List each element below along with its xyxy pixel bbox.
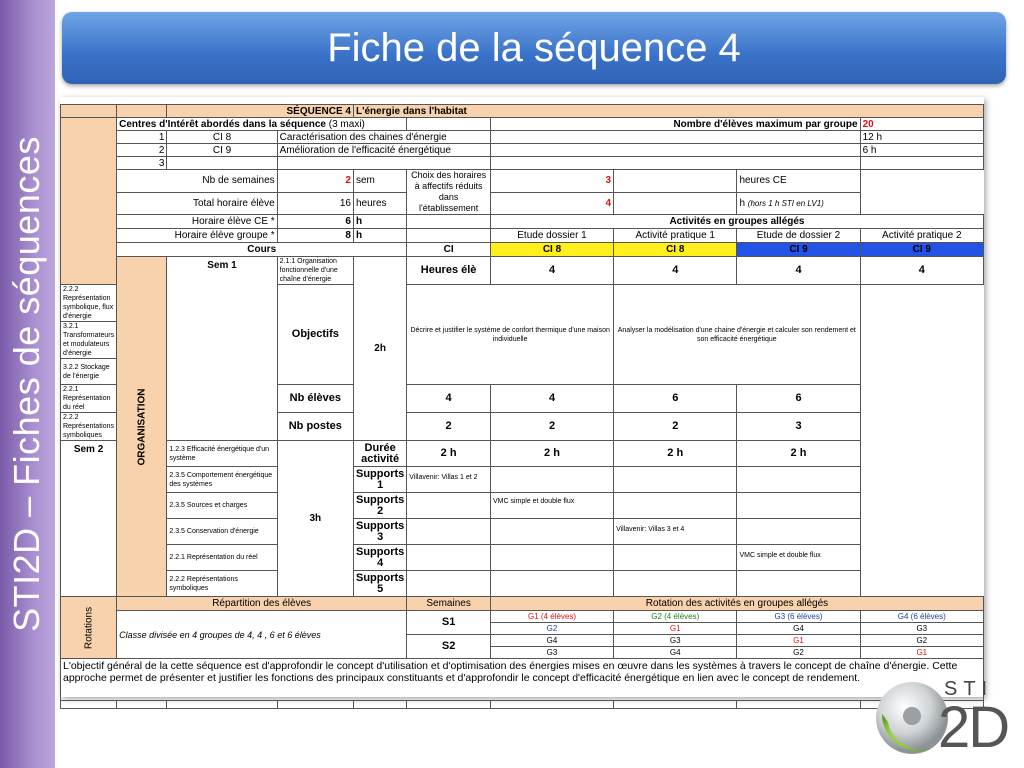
duree-label: Durée activité [353, 441, 406, 467]
nb-semaines-value: 2 [277, 170, 353, 193]
seq-label: SÉQUENCE 4 [167, 105, 354, 118]
support-cell [614, 571, 737, 597]
support-cell [737, 519, 860, 545]
horaire-groupe-label: Horaire élève groupe * [117, 229, 278, 243]
logo-sti-text: STI [944, 678, 994, 700]
activity-name: Activité pratique 2 [860, 229, 983, 243]
support-cell [614, 545, 737, 571]
sequence-sheet [60, 97, 984, 697]
nb-postes-value: 2 [490, 413, 613, 441]
support-cell [407, 571, 491, 597]
rotation-cell: G1 [737, 635, 860, 647]
support-cell [490, 545, 613, 571]
heures-ele-value: 4 [860, 257, 983, 285]
ci-code: CI 8 [167, 131, 277, 144]
support-cell [737, 493, 860, 519]
competence-item: 2.2.2 Représentations symboliques [167, 571, 277, 597]
cours-header: Cours [117, 243, 407, 257]
choix-ce-value: 3 [490, 170, 613, 193]
support-cell [737, 467, 860, 493]
semaines-header: Semaines [407, 597, 491, 611]
support-cell: Villavenir: Villas 1 et 2 [407, 467, 491, 493]
supports-label: Supports 2 [353, 493, 406, 519]
choix-horaires-label: Choix des horaires à affectifs réduits dans l'établissement [407, 170, 491, 215]
seq-title: L'énergie dans l'habitat [353, 105, 983, 118]
heures-ele-value: 4 [737, 257, 860, 285]
organisation-label: ORGANISATION [117, 257, 167, 597]
objectif-ci9: Analyser la modélisation d'une chaine d'énergie et calculer son rendement et son efficacité énergétique [614, 285, 861, 385]
ci-hours: 6 h [860, 144, 983, 157]
rotation-cell: G2 [490, 623, 613, 635]
objectifs-label: Objectifs [277, 285, 353, 385]
horaire-ce-unit: h [353, 215, 406, 229]
sidebar-title: STI2D – Fiches de séquences [6, 136, 47, 632]
competence-item: 1.2.3 Efficacité énergétique d'un système [167, 441, 277, 467]
rotation-cell: G3 [614, 635, 737, 647]
repartition-header: Répartition des élèves [117, 597, 407, 611]
support-cell [407, 493, 491, 519]
corner-cell [61, 105, 117, 118]
supports-label: Supports 3 [353, 519, 406, 545]
support-cell [490, 571, 613, 597]
nb-eleves-value: 4 [407, 385, 491, 413]
nb-postes-value: 2 [407, 413, 491, 441]
support-cell [490, 519, 613, 545]
choix-groupe-value: 4 [490, 192, 613, 215]
competence-item: 2.3.5 Conservation d'énergie [167, 519, 277, 545]
activity-ci: CI 9 [737, 243, 860, 257]
activity-ci: CI 8 [490, 243, 613, 257]
duree-value: 2 h [407, 441, 491, 467]
nb-eleves-value: 4 [490, 385, 613, 413]
sem1-label: Sem 1 [167, 257, 277, 441]
horaire-ce-value: 6 [277, 215, 353, 229]
ci-code: CI 9 [167, 144, 277, 157]
heures-ele-label: Heures élè [407, 257, 491, 285]
activity-ci: CI 9 [860, 243, 983, 257]
support-cell: Villavenir: Villas 3 et 4 [614, 519, 737, 545]
rotation-cell: G4 [737, 623, 860, 635]
rotation-cell: G2 (4 élèves) [614, 611, 737, 623]
ci-desc [277, 157, 490, 170]
competence-item: 3.2.1 Transformateurs et modulateurs d'énergie [61, 322, 117, 359]
ci-num: 2 [117, 144, 167, 157]
sem1-hours: 2h [353, 257, 406, 441]
total-horaire-label: Total horaire élève [117, 192, 278, 215]
nb-eleves-value: 6 [737, 385, 860, 413]
rotation-cell: G3 [490, 647, 613, 659]
logo-center [903, 707, 921, 725]
total-horaire-unit: heures [353, 192, 406, 215]
heures-ele-value: 4 [614, 257, 737, 285]
total-horaire-value: 16 [277, 192, 353, 215]
rotation-cell: G4 (6 élèves) [860, 611, 983, 623]
sidebar [0, 0, 55, 768]
s1-label: S1 [407, 611, 491, 635]
support-cell: VMC simple et double flux [490, 493, 613, 519]
ci-code [167, 157, 277, 170]
competence-item: 2.2.1 Représentation du réel [61, 385, 117, 413]
sequence-table [60, 104, 984, 709]
competence-item: 2.3.5 Sources et charges [167, 493, 277, 519]
activity-name: Activité pratique 1 [614, 229, 737, 243]
duree-value: 2 h [737, 441, 860, 467]
rotation-cell: G4 [490, 635, 613, 647]
nb-eleves-label: Nb élèves [277, 385, 353, 413]
ci-num: 3 [117, 157, 167, 170]
nb-semaines-unit: sem [353, 170, 406, 193]
rotation-cell: G1 (4 élèves) [490, 611, 613, 623]
ci-header: Centres d'Intérêt abordés dans la séquence (3 maxi) [117, 118, 407, 131]
activites-header: Activités en groupes allégés [490, 215, 983, 229]
duree-value: 2 h [490, 441, 613, 467]
rotation-cell: G3 (6 élèves) [737, 611, 860, 623]
sem2-hours: 3h [277, 441, 353, 597]
nb-postes-value: 2 [614, 413, 737, 441]
competence-item: 2.2.1 Représentation du réel [167, 545, 277, 571]
ci-desc: Caractérisation des chaines d'énergie [277, 131, 490, 144]
nb-eleves-max-label: Nombre d'élèves maximum par groupe [490, 118, 860, 131]
activity-ci: CI 8 [614, 243, 737, 257]
horaire-groupe-unit: h [353, 229, 406, 243]
ci-num: 1 [117, 131, 167, 144]
rotation-header: Rotation des activités en groupes allégés [490, 597, 983, 611]
rotation-cell: G2 [737, 647, 860, 659]
support-cell: VMC simple et double flux [737, 545, 860, 571]
competence-item: 3.2.2 Stockage de l'énergie [61, 359, 117, 385]
rotation-cell: G1 [614, 623, 737, 635]
repartition-text: Classe divisée en 4 groupes de 4, 4 , 6 et 6 élèves [117, 611, 407, 659]
title-bar [62, 12, 1006, 84]
rotations-label: Rotations [61, 597, 117, 659]
supports-label: Supports 5 [353, 571, 406, 597]
h-note: h (hors 1 h STI en LV1) [737, 192, 860, 215]
support-cell [614, 467, 737, 493]
support-cell [614, 493, 737, 519]
page-title: Fiche de la séquence 4 [327, 26, 741, 70]
competence-item: 2.3.5 Comportement énergétique des systèmes [167, 467, 277, 493]
competence-item: 2.2.2 Représentation symbolique, flux d'énergie [61, 285, 117, 322]
supports-label: Supports 4 [353, 545, 406, 571]
rotation-cell: G1 [860, 647, 983, 659]
competence-item: 2.2.2 Représentations symboliques [61, 413, 117, 441]
competence-item: 2.1.1 Organisation fonctionnelle d'une chaîne d'énergie [277, 257, 353, 285]
nb-eleves-max: 20 [860, 118, 983, 131]
objectif-general: L'objectif général de la cette séquence est d'approfondir le concept d'utilisation et d'optimisation des énergies mises en œuvre dans les systèmes à travers le concept de chaîne d'énergie. Cette approche permet de présenter et justifier les fonctions des principaux constituants et d'approfondir le concept d'efficacité énergétique en lien avec le concept de rendement. [61, 659, 984, 701]
support-cell [737, 571, 860, 597]
s2-label: S2 [407, 635, 491, 659]
ci-column-header: CI [407, 243, 491, 257]
heures-ele-value: 4 [490, 257, 613, 285]
nb-postes-label: Nb postes [277, 413, 353, 441]
activity-name: Etude dossier 1 [490, 229, 613, 243]
rotation-cell: G4 [614, 647, 737, 659]
support-cell [407, 545, 491, 571]
horaire-ce-label: Horaire élève CE * [117, 215, 278, 229]
objectif-ci8: Décrire et justifier le système de confort thermique d'une maison individuelle [407, 285, 614, 385]
nb-semaines-label: Nb de semaines [117, 170, 278, 193]
logo-2d-text: 2D [938, 695, 1009, 760]
sem2-label: Sem 2 [61, 441, 117, 597]
ci-hours [860, 157, 983, 170]
nb-eleves-value: 6 [614, 385, 737, 413]
support-cell [407, 519, 491, 545]
activity-name: Etude de dossier 2 [737, 229, 860, 243]
duree-value: 2 h [614, 441, 737, 467]
supports-label: Supports 1 [353, 467, 406, 493]
horaire-groupe-value: 8 [277, 229, 353, 243]
ci-hours: 12 h [860, 131, 983, 144]
heures-ce-label: heures CE [737, 170, 860, 193]
rotation-cell: G3 [860, 623, 983, 635]
support-cell [490, 467, 613, 493]
nb-postes-value: 3 [737, 413, 860, 441]
rotation-cell: G2 [860, 635, 983, 647]
ci-desc: Amélioration de l'efficacité énergétique [277, 144, 490, 157]
